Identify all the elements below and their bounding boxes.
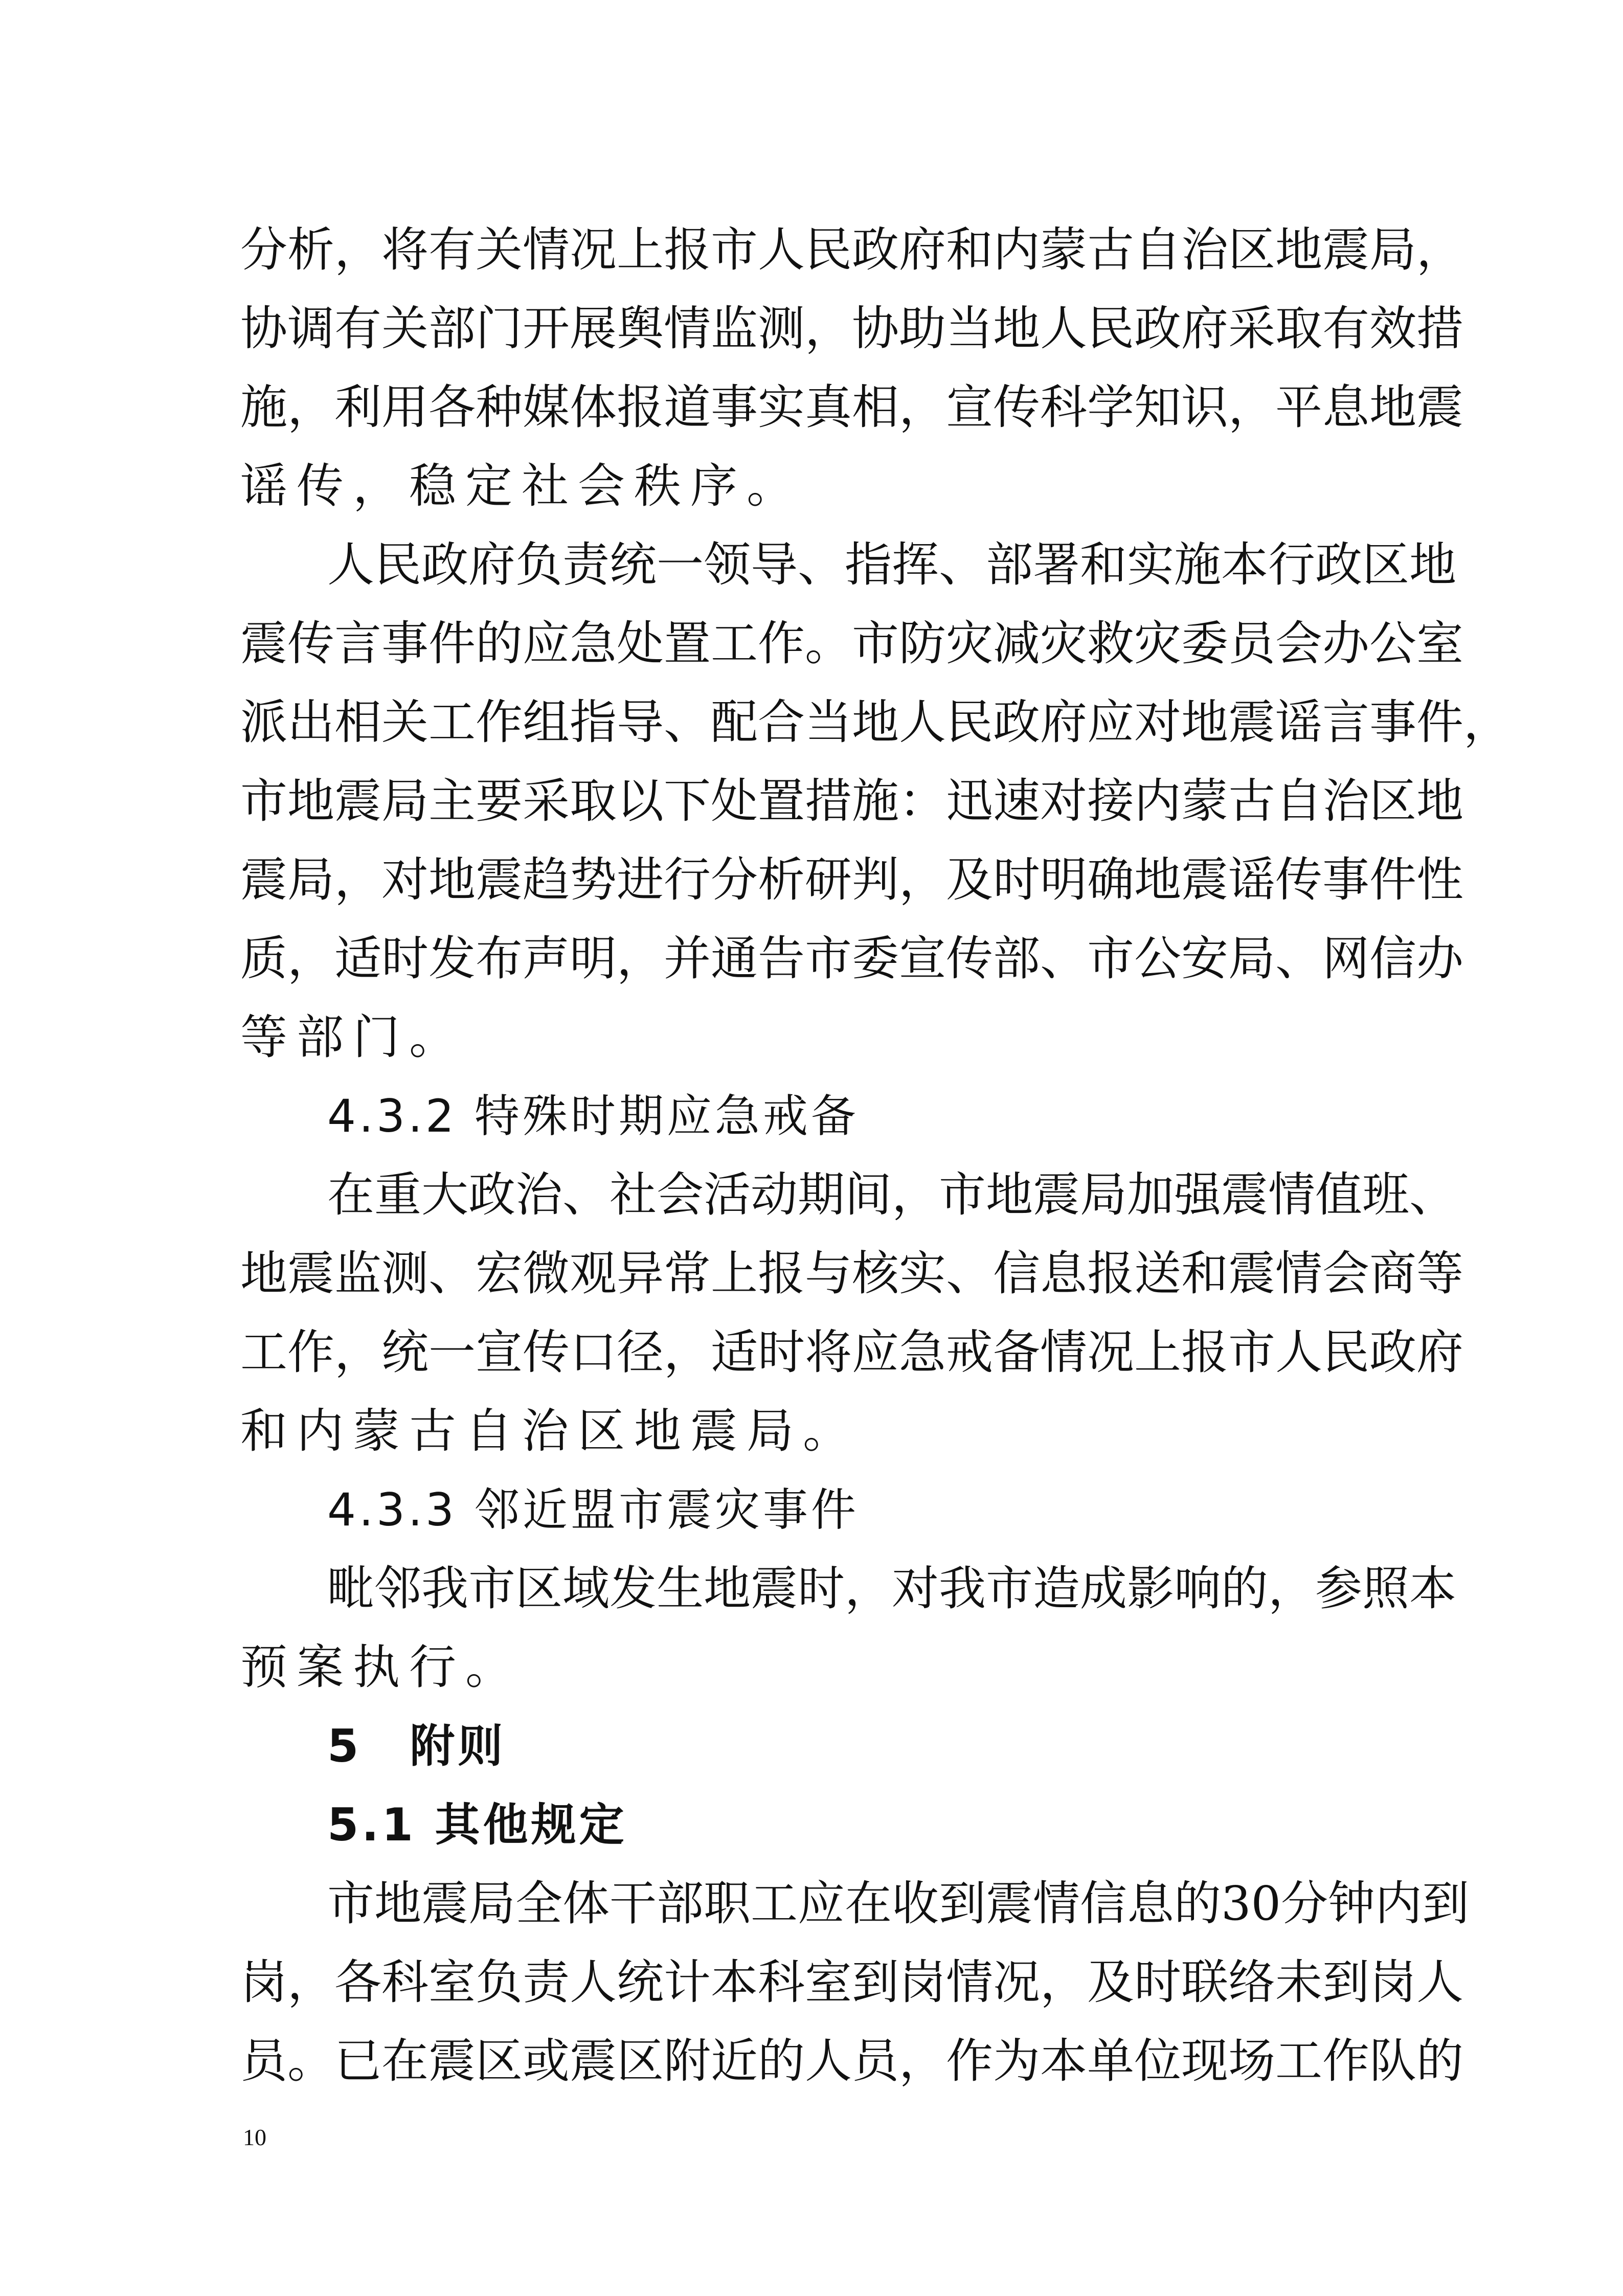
section-heading: 5.1 其他规定 (327, 1798, 627, 1851)
paragraph-line: 施，利用各种媒体报道事实真相，宣传科学知识，平息地震 (240, 380, 1464, 435)
section-heading: 4.3.2 特殊时期应急戒备 (327, 1090, 859, 1142)
paragraph-line: 人民政府负责统一领导、指挥、部署和实施本行政区地 (327, 537, 1457, 592)
paragraph-line: 震局，对地震趋势进行分析研判，及时明确地震谣传事件性 (240, 852, 1464, 907)
page-number: 10 (243, 2124, 266, 2150)
paragraph-line: 市地震局主要采取以下处置措施：迅速对接内蒙古自治区地 (240, 774, 1464, 828)
paragraph-line: 质，适时发布声明，并通告市委宣传部、市公安局、网信办 (240, 931, 1464, 986)
paragraph-line: 和内蒙古自治区地震局。 (240, 1404, 860, 1458)
paragraph-line: 在重大政治、社会活动期间，市地震局加强震情值班、 (327, 1167, 1457, 1222)
paragraph-line: 毗邻我市区域发生地震时，对我市造成影响的，参照本 (327, 1561, 1457, 1616)
paragraph-line: 地震监测、宏微观异常上报与核实、信息报送和震情会商等 (240, 1246, 1464, 1301)
paragraph-line: 岗，各科室负责人统计本科室到岗情况，及时联络未到岗人 (240, 1955, 1464, 2010)
paragraph-line: 派出相关工作组指导、配合当地人民政府应对地震谣言事件， (240, 695, 1511, 750)
chapter-heading: 5 附则 (327, 1720, 506, 1772)
paragraph-line: 员。已在震区或震区附近的人员，作为本单位现场工作队的 (240, 2034, 1464, 2088)
paragraph-line: 工作，统一宣传口径，适时将应急戒备情况上报市人民政府 (240, 1325, 1464, 1380)
paragraph-line: 分析，将有关情况上报市人民政府和内蒙古自治区地震局， (240, 222, 1464, 277)
paragraph-line: 震传言事件的应急处置工作。市防灾减灾救灾委员会办公室 (240, 616, 1464, 671)
paragraph-line: 协调有关部门开展舆情监测，协助当地人民政府采取有效措 (240, 301, 1464, 356)
paragraph-line: 谣传，稳定社会秩序。 (240, 459, 803, 513)
paragraph-line: 预案执行。 (240, 1640, 522, 1695)
paragraph-line: 市地震局全体干部职工应在收到震情信息的30分钟内到 (327, 1876, 1470, 1931)
section-heading: 4.3.3 邻近盟市震灾事件 (327, 1483, 859, 1536)
paragraph-line: 等部门。 (240, 1010, 466, 1065)
